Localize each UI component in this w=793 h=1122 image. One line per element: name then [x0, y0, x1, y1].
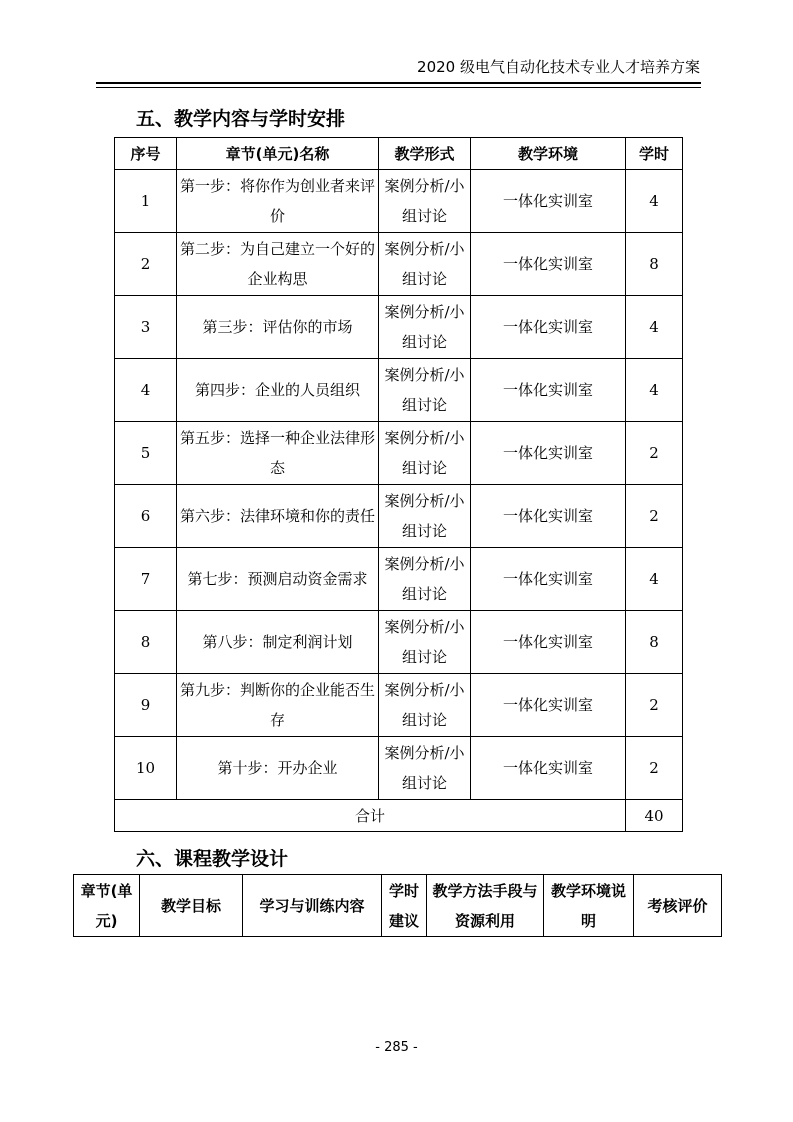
row-name: 第八步：制定利润计划: [177, 611, 379, 674]
table-row: [115, 233, 683, 296]
row-no: 2: [115, 233, 177, 296]
row-env: 一体化实训室: [471, 296, 626, 359]
row-hours: 4: [626, 548, 683, 611]
row-no: 8: [115, 611, 177, 674]
row-env: 一体化实训室: [471, 485, 626, 548]
row-name: 第五步：选择一种企业法律形态: [177, 422, 379, 485]
row-hours: 4: [626, 170, 683, 233]
section5-title: 五、教学内容与学时安排: [136, 108, 346, 130]
table-row: [115, 737, 683, 800]
row-form: 案例分析/小组讨论: [379, 170, 471, 233]
row-env: 一体化实训室: [471, 359, 626, 422]
table-row: [115, 422, 683, 485]
row-form: 案例分析/小组讨论: [379, 296, 471, 359]
row-no: 5: [115, 422, 177, 485]
col-header-env: 教学环境: [471, 138, 626, 170]
row-hours: 8: [626, 611, 683, 674]
col-header-chapter: 章节(单元): [74, 875, 140, 937]
col-header-environment: 教学环境说明: [544, 875, 634, 937]
row-no: 4: [115, 359, 177, 422]
header-rule-thin: [96, 87, 701, 88]
table-row: [115, 485, 683, 548]
col-header-content: 学习与训练内容: [243, 875, 382, 937]
row-no: 6: [115, 485, 177, 548]
row-name: 第一步：将你作为创业者来评价: [177, 170, 379, 233]
row-name: 第二步：为自己建立一个好的企业构思: [177, 233, 379, 296]
total-label: 合计: [115, 800, 626, 832]
row-hours: 4: [626, 296, 683, 359]
col-header-method: 教学方法手段与资源利用: [427, 875, 544, 937]
schedule-table-body: [115, 170, 683, 800]
row-env: 一体化实训室: [471, 170, 626, 233]
row-env: 一体化实训室: [471, 422, 626, 485]
table-row: [115, 674, 683, 737]
row-name: 第三步：评估你的市场: [177, 296, 379, 359]
table-row: [115, 611, 683, 674]
row-name: 第十步：开办企业: [177, 737, 379, 800]
row-no: 10: [115, 737, 177, 800]
row-hours: 2: [626, 737, 683, 800]
row-no: 3: [115, 296, 177, 359]
row-hours: 2: [626, 674, 683, 737]
schedule-table: [114, 137, 683, 832]
row-hours: 4: [626, 359, 683, 422]
total-value: 40: [626, 800, 683, 832]
table-row: [115, 170, 683, 233]
row-env: 一体化实训室: [471, 674, 626, 737]
col-header-hours: 学时: [626, 138, 683, 170]
row-hours: 8: [626, 233, 683, 296]
row-form: 案例分析/小组讨论: [379, 359, 471, 422]
row-name: 第七步：预测启动资金需求: [177, 548, 379, 611]
row-form: 案例分析/小组讨论: [379, 485, 471, 548]
row-form: 案例分析/小组讨论: [379, 233, 471, 296]
row-name: 第六步：法律环境和你的责任: [177, 485, 379, 548]
col-header-goal: 教学目标: [140, 875, 243, 937]
col-header-no: 序号: [115, 138, 177, 170]
row-form: 案例分析/小组讨论: [379, 548, 471, 611]
header-rule-thick: [96, 82, 701, 84]
row-no: 1: [115, 170, 177, 233]
row-hours: 2: [626, 422, 683, 485]
col-header-name: 章节(单元)名称: [177, 138, 379, 170]
table-row: [115, 359, 683, 422]
page-number: - 285 -: [375, 1040, 418, 1055]
row-form: 案例分析/小组讨论: [379, 422, 471, 485]
col-header-hours-suggest: 学时建议: [382, 875, 427, 937]
row-form: 案例分析/小组讨论: [379, 737, 471, 800]
row-env: 一体化实训室: [471, 548, 626, 611]
table-row: [115, 548, 683, 611]
row-hours: 2: [626, 485, 683, 548]
row-no: 7: [115, 548, 177, 611]
row-env: 一体化实训室: [471, 611, 626, 674]
page-header: 2020 级电气自动化技术专业人才培养方案: [417, 58, 700, 76]
row-form: 案例分析/小组讨论: [379, 674, 471, 737]
col-header-form: 教学形式: [379, 138, 471, 170]
table-row: [115, 296, 683, 359]
section6-title: 六、课程教学设计: [136, 848, 289, 870]
col-header-assessment: 考核评价: [634, 875, 722, 937]
row-form: 案例分析/小组讨论: [379, 611, 471, 674]
course-design-table: [73, 874, 722, 937]
row-name: 第九步：判断你的企业能否生存: [177, 674, 379, 737]
row-name: 第四步：企业的人员组织: [177, 359, 379, 422]
row-env: 一体化实训室: [471, 233, 626, 296]
row-no: 9: [115, 674, 177, 737]
row-env: 一体化实训室: [471, 737, 626, 800]
